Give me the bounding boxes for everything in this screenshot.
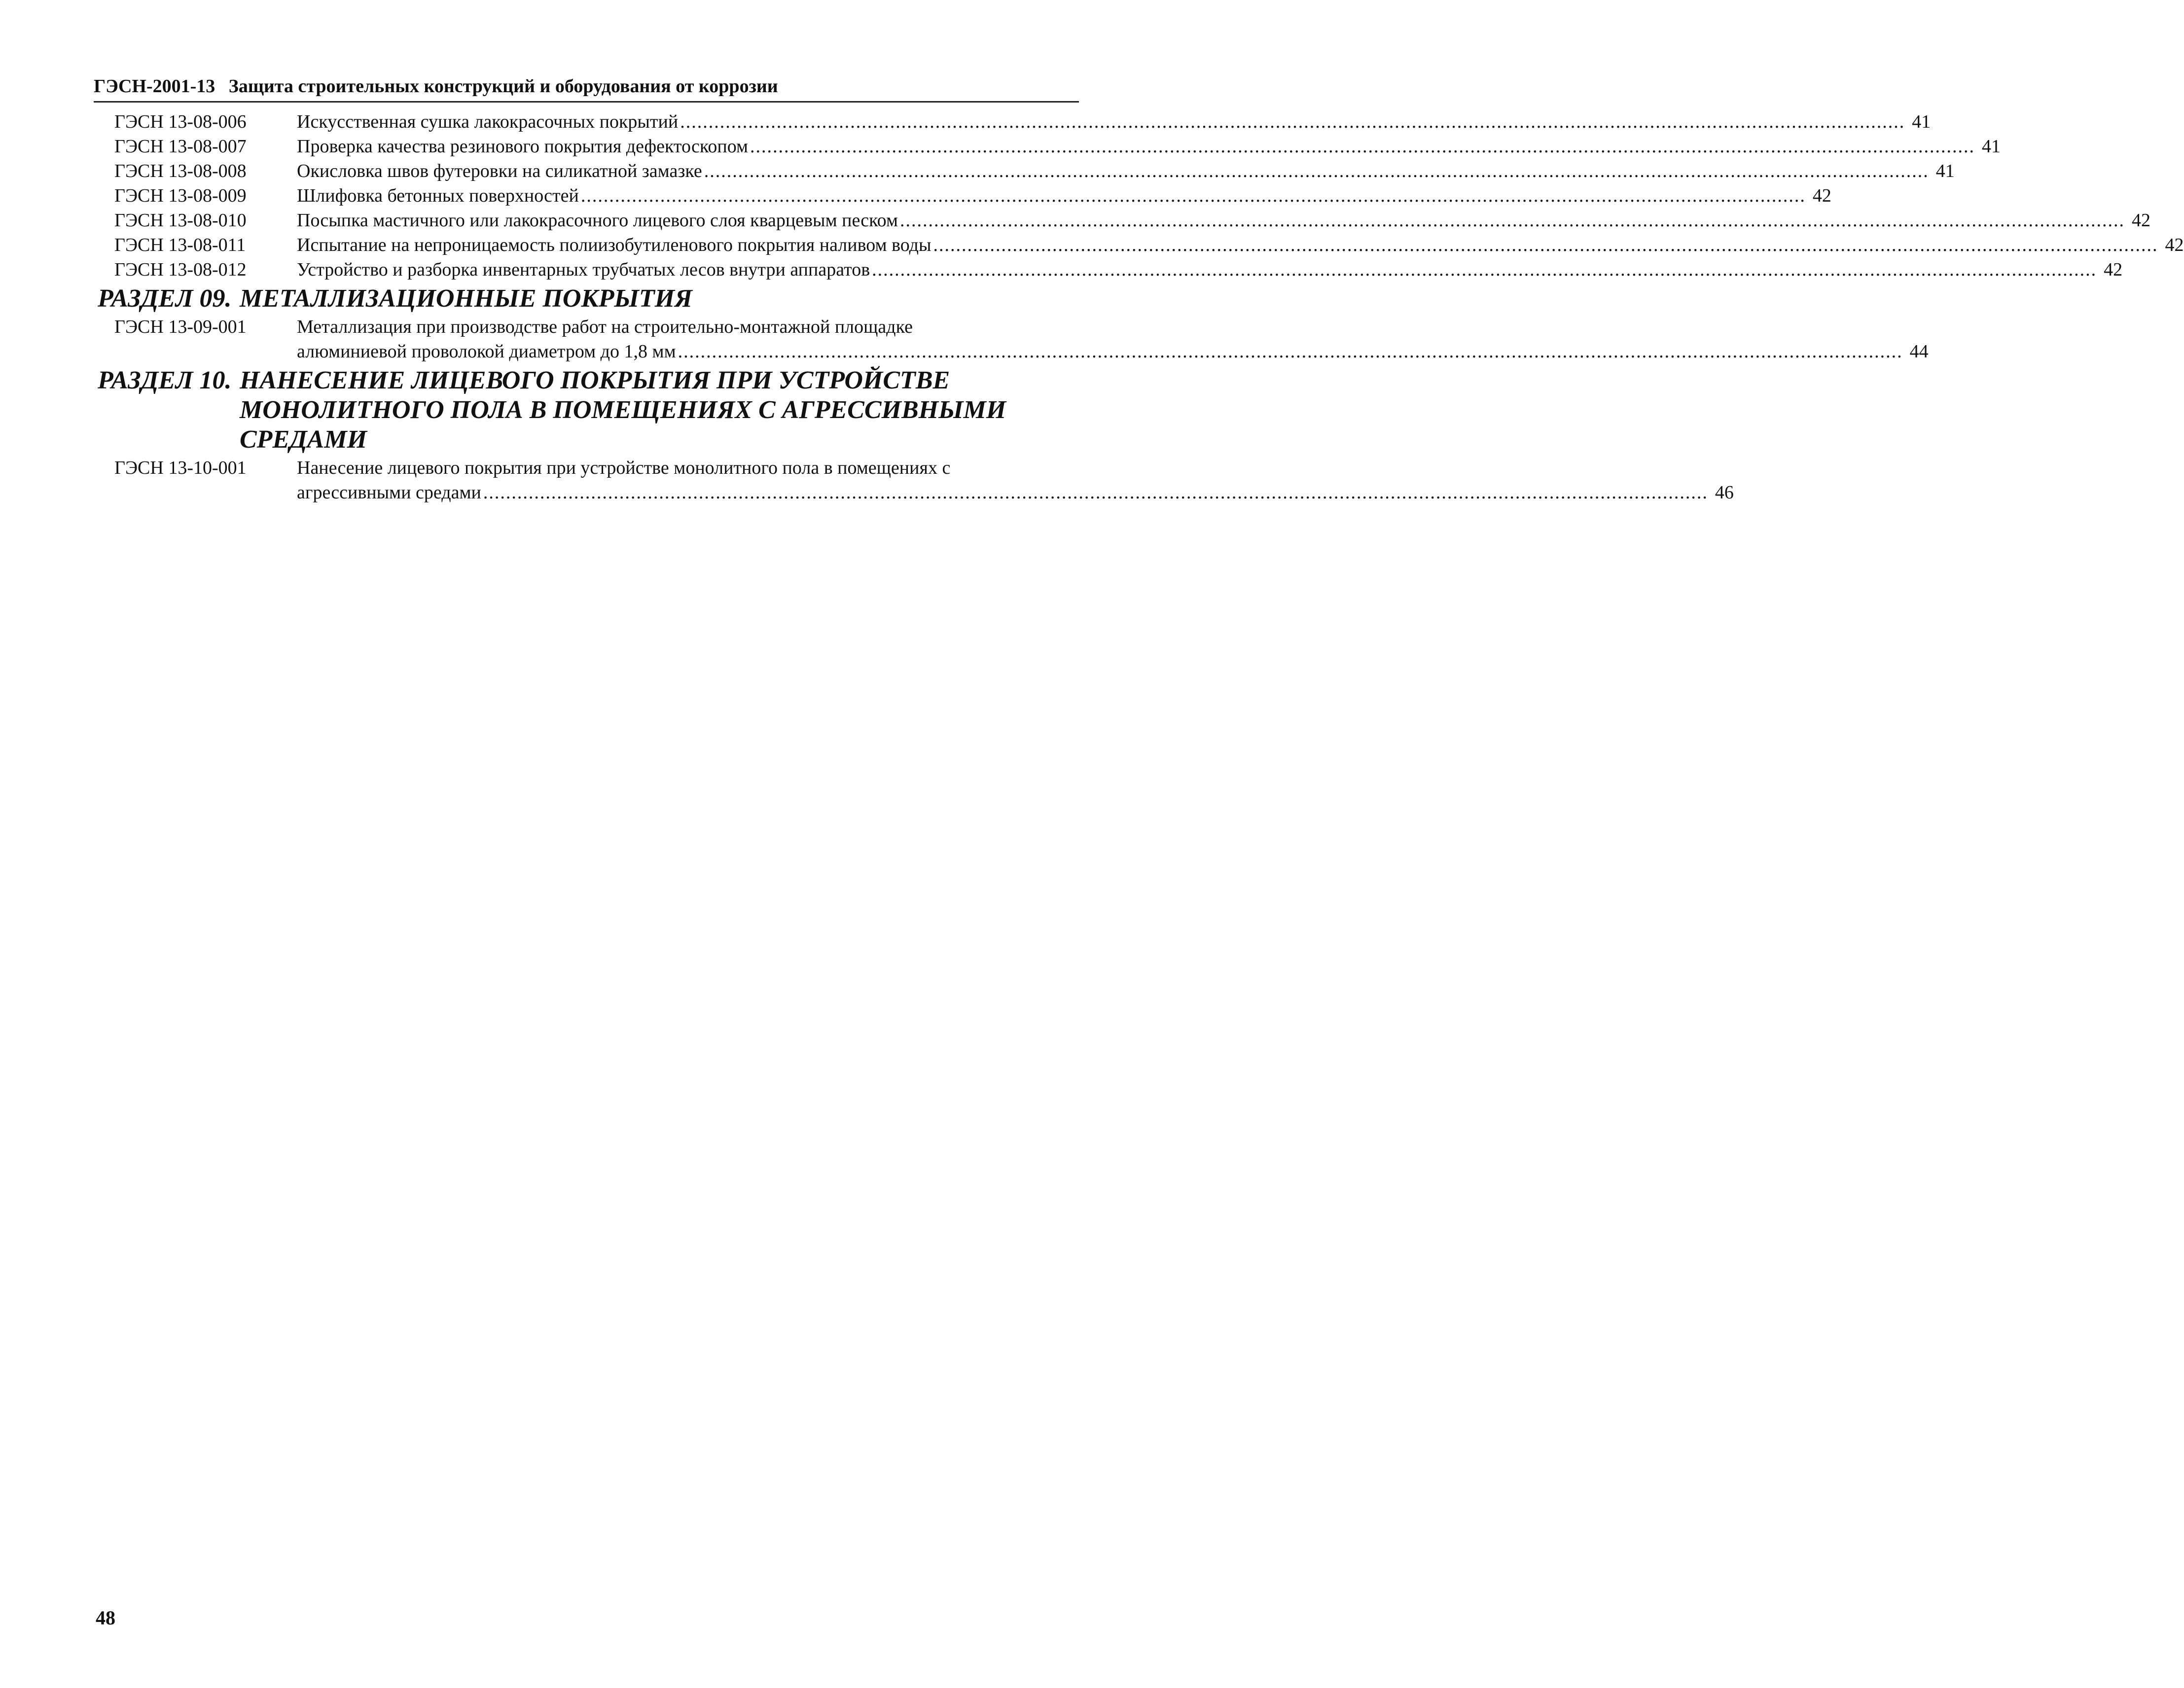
leader-dots (680, 109, 1905, 134)
toc-entry[interactable] (114, 233, 2184, 257)
entry-title: Устройство и разборка инвентарных трубчатых лесов внутри аппаратов (297, 259, 870, 280)
entry-page: 42 (2104, 259, 2123, 280)
entry-page: 42 (1812, 185, 1831, 206)
section-number: РАЗДЕЛ 10. (98, 366, 232, 394)
doc-code: ГЭСН-2001-13 (94, 76, 215, 97)
entry-page: 42 (2132, 210, 2150, 231)
leader-dots (872, 257, 2097, 282)
header-rule (94, 101, 1079, 103)
entry-page: 41 (1982, 136, 2001, 157)
entry-title: Проверка качества резинового покрытия дефектоскопом (297, 136, 749, 157)
toc-entry[interactable] (114, 183, 1831, 208)
leader-dots (933, 233, 2158, 257)
section-title: МЕТАЛЛИЗАЦИОННЫЕ ПОКРЫТИЯ (240, 284, 692, 313)
entry-title: Металлизация при производстве работ на строительно-монтажной площадке (297, 316, 913, 337)
entry-page: 41 (1912, 111, 1931, 132)
entry-title: Окисловка швов футеровки на силикатной замазке (297, 161, 702, 181)
entry-page: 44 (1909, 341, 1929, 362)
leader-dots (704, 159, 1929, 183)
entry-title-cont: алюминиевой проволокой диаметром до 1,8 мм (297, 341, 676, 362)
entry-code: ГЭСН 13-08-007 (114, 136, 247, 157)
leader-dots (483, 480, 1708, 505)
entry-code: ГЭСН 13-08-009 (114, 185, 247, 206)
leader-dots (900, 208, 2125, 233)
entry-code: ГЭСН 13-08-008 (114, 161, 247, 181)
entry-title: Шлифовка бетонных поверхностей (297, 185, 579, 206)
entry-code: ГЭСН 13-08-010 (114, 210, 247, 231)
leader-dots (750, 134, 1975, 159)
entry-code: ГЭСН 13-08-011 (114, 235, 246, 255)
entry-page: 42 (2165, 235, 2184, 255)
section-title: НАНЕСЕНИЕ ЛИЦЕВОГО ПОКРЫТИЯ ПРИ УСТРОЙСТВЕ (240, 366, 950, 394)
entry-code: ГЭСН 13-10-001 (114, 457, 247, 478)
entry-code: ГЭСН 13-08-012 (114, 259, 247, 280)
entry-code: ГЭСН 13-08-006 (114, 111, 247, 132)
entry-title: Нанесение лицевого покрытия при устройстве монолитного пола в помещениях с (297, 457, 951, 478)
toc-entry[interactable] (114, 159, 1955, 183)
leader-dots (581, 183, 1806, 208)
entry-code: ГЭСН 13-09-001 (114, 316, 247, 337)
page-number: 48 (96, 1607, 115, 1629)
entry-page: 46 (1715, 482, 1734, 503)
toc-entry[interactable] (114, 456, 1734, 505)
toc-entry[interactable] (114, 208, 2150, 233)
section-heading-09[interactable] (98, 284, 1081, 314)
entry-title: Искусственная сушка лакокрасочных покрытий (297, 111, 679, 132)
entry-title: Испытание на непроницаемость полиизобутиленового покрытия наливом воды (297, 235, 931, 255)
section-title-cont: МОНОЛИТНОГО ПОЛА В ПОМЕЩЕНИЯХ С АГРЕССИВНЫМИ (240, 396, 1006, 424)
section-title-cont: СРЕДАМИ (240, 425, 367, 454)
section-number: РАЗДЕЛ 09. (98, 284, 232, 313)
section-heading-10[interactable] (98, 366, 1081, 455)
toc-entry[interactable] (114, 257, 2123, 282)
doc-title: Защита строительных конструкций и оборудования от коррозии (228, 76, 778, 97)
toc-entry[interactable] (114, 315, 1929, 364)
toc-entry[interactable] (114, 109, 1931, 134)
toc-entry[interactable] (114, 134, 2001, 159)
running-header (94, 75, 1079, 98)
leader-dots (678, 339, 1903, 364)
entry-title-cont: агрессивными средами (297, 482, 481, 503)
table-of-contents (98, 109, 2184, 505)
entry-page: 41 (1935, 161, 1955, 181)
entry-title: Посыпка мастичного или лакокрасочного лицевого слоя кварцевым песком (297, 210, 898, 231)
